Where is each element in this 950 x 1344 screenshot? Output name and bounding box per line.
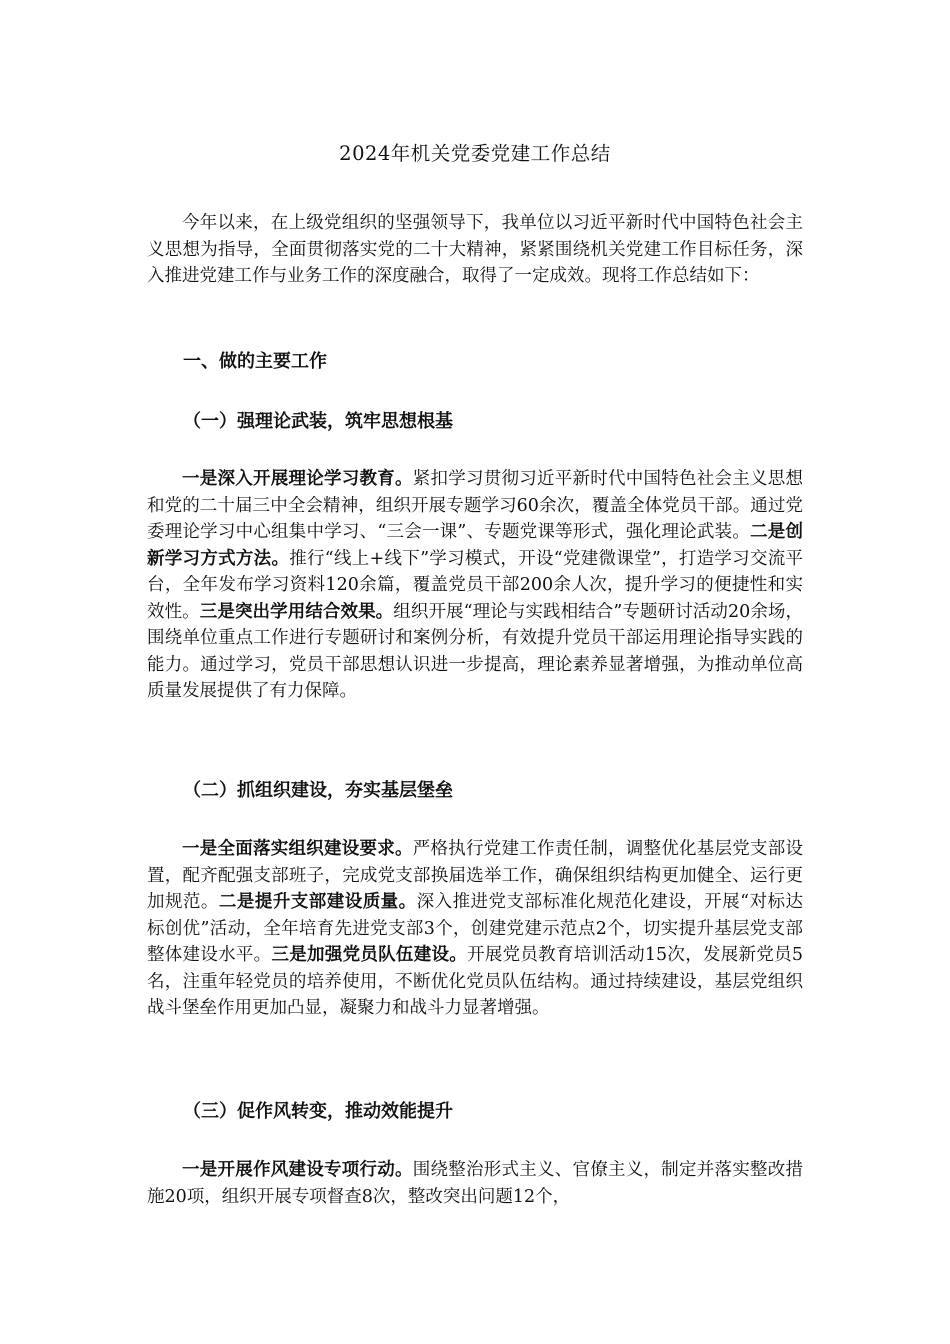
paragraph-organization	[147, 836, 803, 1022]
body-text: 推行“线上+线下”学习模式，开设“党建微课堂”，打造学习交流平台，全年发布学习资料120余篇，覆盖党员干部200余人次，提升学习的便捷性和实效性。	[147, 548, 804, 622]
subsection-heading-organization: （二）抓组织建设，夯实基层堡垒	[183, 780, 453, 801]
subsection-heading-theory: （一）强理论武装，筑牢思想根基	[183, 411, 453, 432]
intro-paragraph: 今年以来，在上级党组织的坚强领导下，我单位以习近平新时代中国特色社会主义思想为指导，全面贯彻落实党的二十大精神，紧紧围绕机关党建工作目标任务，深入推进党建工作与业务工作的深度融合，取得了一定成效。现将工作总结如下：	[147, 213, 803, 286]
subsection-heading-work-style: （三）促作风转变，推动效能提升	[183, 1101, 453, 1122]
paragraph-theory	[147, 466, 803, 705]
paragraph-work-style	[147, 1157, 803, 1210]
lead-phrase: 三是加强党员队伍建设。	[271, 945, 468, 965]
body-text: 开展党员教育培训活动15次，发展新党员5名，注重年轻党员的培养使用，不断优化党员队伍结构。通过持续建设，基层党组织战斗堡垒作用更加凸显，凝聚力和战斗力显著增强。	[147, 945, 804, 1018]
body-text: 围绕整治形式主义、官僚主义，制定并落实整改措施20项，组织开展专项督查8次，整改突出问题12个，	[147, 1160, 803, 1207]
body-text: 组织开展“理论与实践相结合”专题研讨活动20余场，围绕单位重点工作进行专题研讨和案例分析，有效提升党员干部运用理论指导实践的能力。通过学习，党员干部思想认识进一步提高，理论素养显著增强，为推动单位高质量发展提供了有力保障。	[147, 601, 804, 701]
body-text: 深入推进党支部标准化规范化建设，开展“对标达标创优”活动，全年培育先进党支部3个，创建党建示范点2个，切实提升基层党支部整体建设水平。	[147, 892, 804, 965]
body-text: 紧扣学习贯彻习近平新时代中国特色社会主义思想和党的二十届三中全会精神，组织开展专题学习60余次，覆盖全体党员干部。通过党委理论学习中心组集中学习、“三会一课”、专题党课等形式，强化理论武装。	[147, 469, 803, 542]
lead-phrase: 三是突出学用结合效果。	[199, 601, 394, 622]
section-heading-main-work: 一、做的主要工作	[183, 351, 327, 372]
body-text: 严格执行党建工作责任制，调整优化基层党支部设置，配齐配强支部班子，完成党支部换届选举工作，确保组织结构更加健全、运行更加规范。	[147, 839, 803, 912]
document-title: 2024年机关党委党建工作总结	[339, 142, 611, 165]
lead-phrase: 一是开展作风建设专项行动。	[182, 1160, 413, 1180]
lead-phrase: 二是创新学习方式方法。	[147, 522, 804, 569]
lead-phrase: 一是全面落实组织建设要求。	[182, 839, 413, 859]
lead-phrase: 二是提升支部建设质量。	[218, 892, 417, 912]
lead-phrase: 一是深入开展理论学习教育。	[182, 469, 413, 489]
